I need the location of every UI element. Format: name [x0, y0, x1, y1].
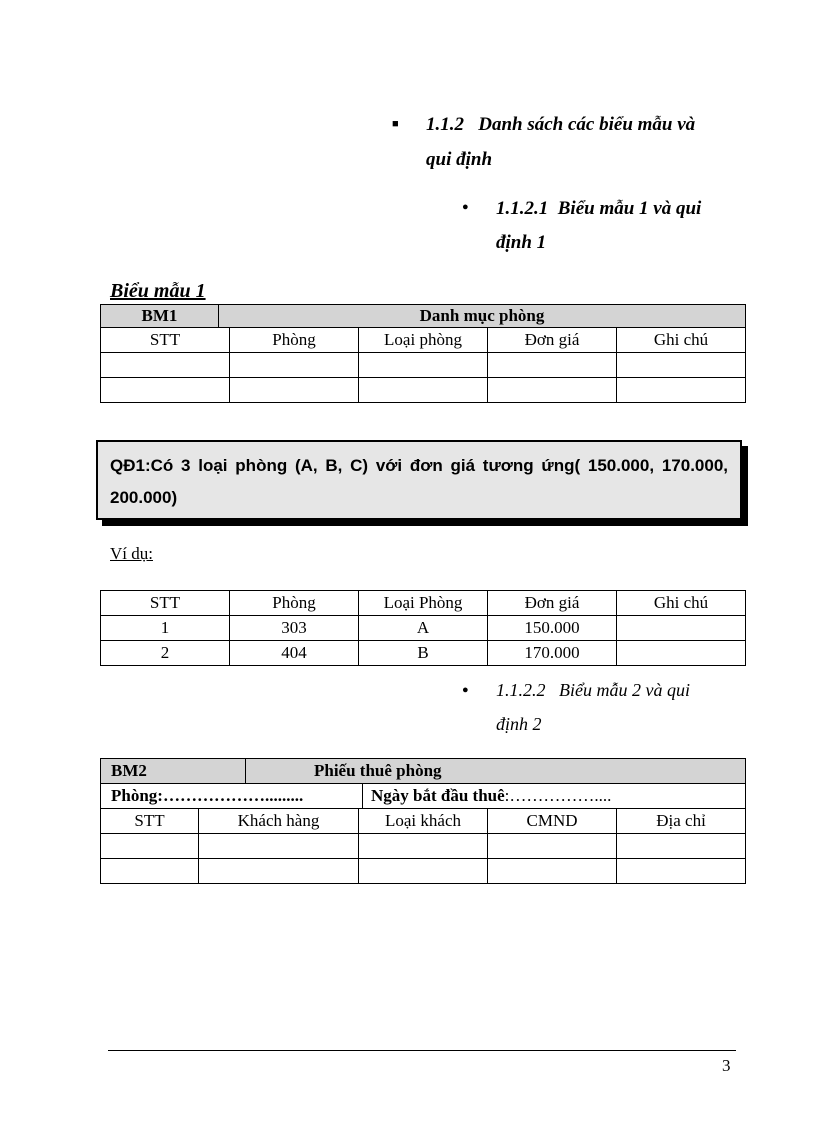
table-cell: 303: [230, 616, 359, 641]
table-cell: 2: [101, 641, 230, 666]
form2-code: BM2: [101, 759, 246, 783]
empty-cell: [199, 834, 359, 859]
empty-cell: [617, 859, 746, 884]
empty-cell: [101, 834, 199, 859]
section-title: Danh sách các biểu mẫu và: [478, 114, 696, 135]
table-cell: 150.000: [488, 616, 617, 641]
form2-start-date-field: [363, 784, 745, 808]
form1-header-row: [101, 305, 746, 328]
table-cell: [617, 641, 746, 666]
form2-room-field: Phòng:……………….........: [101, 784, 363, 808]
column-header: Địa chỉ: [617, 809, 746, 834]
section-number: 1.1.2.2: [496, 680, 546, 700]
empty-cell: [617, 378, 746, 403]
table-row: [101, 353, 746, 378]
empty-cell: [617, 834, 746, 859]
section-title: Biểu mẫu 2 và qui: [559, 680, 690, 700]
table-row: [101, 834, 746, 859]
round-bullet-icon: ●: [462, 684, 469, 696]
page-number: 3: [722, 1056, 731, 1075]
form1-caption: Biểu mẫu 1: [110, 280, 206, 302]
empty-cell: [101, 859, 199, 884]
section-1-1-2-2-line1: [496, 673, 690, 707]
column-header: Phòng: [230, 328, 359, 353]
empty-cell: [101, 378, 230, 403]
column-header: Ghi chú: [617, 591, 746, 616]
form1-table: [100, 304, 746, 403]
form2-title: Phiếu thuê phòng: [314, 761, 442, 780]
column-header: STT: [101, 809, 199, 834]
form1-column-row: [101, 328, 746, 353]
table-row: [101, 378, 746, 403]
table-cell: 404: [230, 641, 359, 666]
section-1-1-2-line2: qui định: [426, 149, 493, 170]
start-date-label: Ngày bắt đầu thuê: [371, 786, 505, 805]
table-cell: 1: [101, 616, 230, 641]
column-header: Khách hàng: [199, 809, 359, 834]
form2-info-row: [101, 784, 746, 809]
table-cell: A: [359, 616, 488, 641]
round-bullet-icon: ●: [462, 201, 469, 213]
form2-table: [100, 758, 746, 884]
empty-cell: [230, 353, 359, 378]
column-header: Ghi chú: [617, 328, 746, 353]
column-header: STT: [101, 591, 230, 616]
empty-cell: [359, 378, 488, 403]
form2-column-row: [101, 809, 746, 834]
table-row: [101, 641, 746, 666]
form1-code: BM1: [101, 305, 219, 327]
table-cell: 170.000: [488, 641, 617, 666]
example-column-row: [101, 591, 746, 616]
section-number: 1.1.2: [426, 114, 464, 135]
empty-cell: [488, 834, 617, 859]
column-header: CMND: [488, 809, 617, 834]
table-cell: B: [359, 641, 488, 666]
empty-cell: [359, 353, 488, 378]
section-1-1-2-2-line2: định 2: [496, 714, 542, 734]
empty-cell: [488, 353, 617, 378]
empty-cell: [359, 859, 488, 884]
column-header: Loại khách: [359, 809, 488, 834]
table-cell: [617, 616, 746, 641]
form2-header-row: [101, 759, 746, 784]
section-1-1-2-1-line2: định 1: [496, 232, 547, 253]
empty-cell: [199, 859, 359, 884]
section-number: 1.1.2.1: [496, 198, 549, 219]
section-title: Biểu mẫu 1 và qui: [557, 198, 702, 219]
example-label: Ví dụ:: [110, 544, 153, 563]
section-1-1-2-line1: [426, 108, 695, 142]
column-header: Đơn giá: [488, 328, 617, 353]
column-header: Loại Phòng: [359, 591, 488, 616]
example-table: [100, 590, 746, 666]
footer-divider: [108, 1050, 736, 1051]
empty-cell: [617, 353, 746, 378]
empty-cell: [359, 834, 488, 859]
rule-1-box: QĐ1:Có 3 loại phòng (A, B, C) với đơn giá tương ứng( 150.000, 170.000, 200.000): [96, 440, 742, 520]
column-header: Đơn giá: [488, 591, 617, 616]
column-header: Phòng: [230, 591, 359, 616]
column-header: STT: [101, 328, 230, 353]
empty-cell: [488, 859, 617, 884]
start-date-dots: :……………....: [504, 786, 612, 805]
table-row: [101, 859, 746, 884]
square-bullet-icon: ■: [392, 118, 399, 130]
table-row: [101, 616, 746, 641]
empty-cell: [230, 378, 359, 403]
column-header: Loại phòng: [359, 328, 488, 353]
form1-title: Danh mục phòng: [419, 306, 545, 325]
empty-cell: [101, 353, 230, 378]
section-1-1-2-1-line1: [496, 192, 701, 226]
empty-cell: [488, 378, 617, 403]
